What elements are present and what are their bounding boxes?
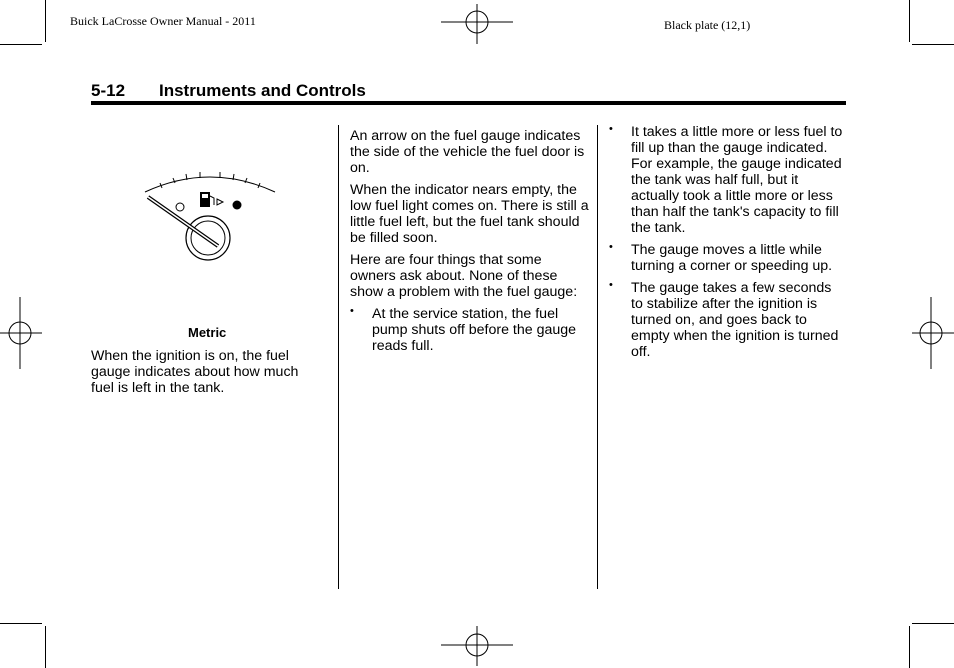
list-item [350,306,590,354]
paragraph: When the ignition is on, the fuel gauge indicates about how much fuel is left in the tank. [91,348,299,396]
list-item [609,280,844,360]
bullet-icon: • [609,279,613,291]
registration-mark-icon [441,4,513,44]
section-heading [91,81,366,101]
heading-rule [91,101,846,105]
crop-mark [912,44,954,45]
figure-caption: Metric [188,325,227,340]
column-divider [338,125,339,589]
paragraph: When the indicator nears empty, the low fuel light comes on. There is still a little fuel left, but the fuel tank should be filled soon. [350,182,589,246]
column-divider [597,125,598,589]
crop-mark [909,626,910,668]
column-1 [91,348,323,402]
registration-mark-icon [912,297,954,369]
crop-mark [45,0,46,42]
fuel-gauge-icon [140,170,280,265]
list-item [609,124,844,236]
crop-mark [0,44,42,45]
paragraph: An arrow on the fuel gauge indicates the side of the vehicle the fuel door is on. [350,128,585,176]
column-3 [609,124,844,366]
bullet-icon: • [609,123,613,135]
bullet-icon: • [609,241,613,253]
list-item [609,242,844,274]
list-item-text: The gauge moves a little while turning a corner or speeding up. [631,242,833,274]
list-item-text: It takes a little more or less fuel to fill up than the gauge indicated. For example, the gauge indicated the tank was half full, but it actually took a little more or less than half the tank's capacity to fill the tank. [631,124,843,236]
column-2 [350,128,590,360]
registration-mark-icon [441,626,513,666]
crop-mark [909,0,910,42]
list-item-text: At the service station, the fuel pump shuts off before the gauge reads full. [372,306,577,354]
registration-mark-icon [0,297,42,369]
bullet-icon: • [350,305,354,317]
section-title: Instruments and Controls [159,81,366,100]
section-number: 5-12 [91,81,126,100]
crop-mark [45,626,46,668]
paragraph: Here are four things that some owners ask about. None of these show a problem with the fuel gauge: [350,252,578,300]
crop-mark [912,623,954,624]
plate-label: Black plate (12,1) [664,18,751,32]
running-header-title: Buick LaCrosse Owner Manual - 2011 [70,14,256,28]
list-item-text: The gauge takes a few seconds to stabilize after the ignition is turned on, and goes back to empty when the ignition is turned off. [631,280,839,360]
crop-mark [0,623,42,624]
